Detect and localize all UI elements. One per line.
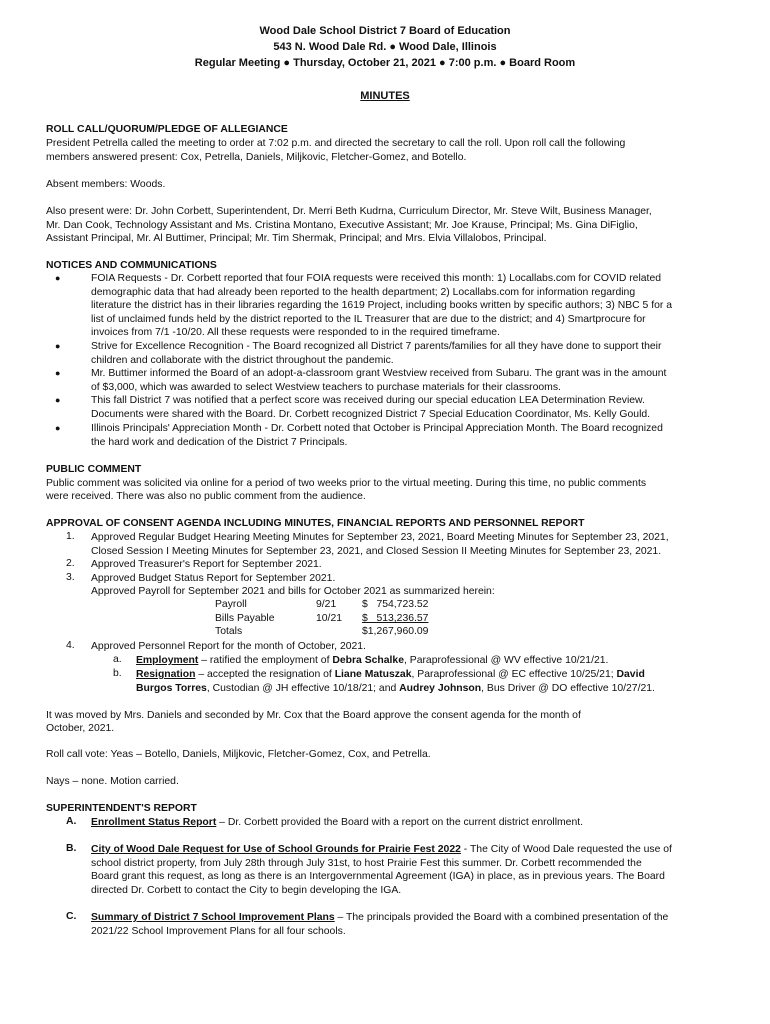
consent-item: Approved Regular Budget Hearing Meeting Minutes for September 23, 2021, Board Meeting Minutes for September 23, 2021, Closed Session I Meeting Minutes for September 23, 2021, and Closed Session II Meeting Minutes for September 23, 2021. xyxy=(91,532,669,557)
motion-line: It was moved by Mrs. Daniels and seconded by Mr. Cox that the Board approve the consent agenda for the month of xyxy=(46,710,581,721)
also-present-line: Mr. Dan Cook, Technology Assistant and Ms. Cristina Montano, Executive Assistant; Mr. Joe Krause, Principal; Ms. Gina DiFiglio, xyxy=(46,220,638,231)
bullet: ● xyxy=(55,368,61,378)
district-address: 543 N. Wood Dale Rd. ● Wood Dale, Illinois xyxy=(273,41,497,53)
roll-call-heading: ROLL CALL/QUORUM/PLEDGE OF ALLEGIANCE xyxy=(46,124,288,135)
report-item: Enrollment Status Report – Dr. Corbett provided the Board with a report on the current district enrollment. xyxy=(91,817,584,828)
consent-item: Approved Personnel Report for the month of October, 2021. xyxy=(91,641,366,652)
report-item: Summary of District 7 School Improvement Plans – The principals provided the Board with a combined presentation of the 2021/22 School Improvement Plans for all four schools. xyxy=(91,912,669,937)
consent-item: Approved Treasurer's Report for September 2021. xyxy=(91,559,322,570)
payroll-intro: Approved Payroll for September 2021 and bills for October 2021 as summarized herein: xyxy=(91,586,495,597)
list-letter: b. xyxy=(113,668,122,679)
list-letter: B. xyxy=(66,843,77,854)
report-item: City of Wood Dale Request for Use of School Grounds for Prairie Fest 2022 - The City of Wood Dale requested the use of school district property, from July 28th through July 31st, to host Prairie Fest this summer. Dr. Corbett recommended the Board grant this request, as long as there is an Intergovernmental Agreement (IGA) in place, as in previous years. The Board directed Dr. Corbett to contact the City to begin developing the IGA. xyxy=(91,844,672,896)
bullet: ● xyxy=(55,341,61,351)
bullet: ● xyxy=(55,423,61,433)
totals-label: Totals xyxy=(215,626,243,637)
also-present-line: Assistant Principal, Mr. Al Buttimer, Principal; Mr. Tim Shermak, Principal; and Mrs. Elvia Villalobos, Principal. xyxy=(46,233,547,244)
minutes-title: MINUTES xyxy=(360,90,410,102)
list-number: 1. xyxy=(66,531,75,542)
roll-call-line: President Petrella called the meeting to order at 7:02 p.m. and directed the secretary to call the roll. Upon roll call the following xyxy=(46,138,626,149)
roll-call-vote: Roll call vote: Yeas – Botello, Daniels, Miljkovic, Fletcher-Gomez, Cox, and Petrella. xyxy=(46,749,431,760)
bills-label: Bills Payable xyxy=(215,613,275,624)
motion-line: October, 2021. xyxy=(46,723,115,734)
also-present-line: Also present were: Dr. John Corbett, Superintendent, Dr. Merri Beth Kudrna, Curriculum Director, Mr. Steve Wilt, Business Manager, xyxy=(46,206,652,217)
bills-period: 10/21 xyxy=(316,613,343,624)
notice-item: This fall District 7 was notified that a perfect score was received during our special education LEA Determination Review. Documents were shared with the Board. Dr. Corbett recognized District 7 Special Education Coordinator, Ms. Kelly Gould. xyxy=(91,395,651,420)
bullet: ● xyxy=(55,395,61,405)
district-name: Wood Dale School District 7 Board of Education xyxy=(259,25,511,37)
bills-amount: $ 513,236.57 xyxy=(362,613,429,624)
payroll-amount: $ 754,723.52 xyxy=(362,599,429,610)
consent-item: Approved Budget Status Report for September 2021. xyxy=(91,573,336,584)
bullet: ● xyxy=(55,273,61,283)
notice-item: FOIA Requests - Dr. Corbett reported that four FOIA requests were received this month: 1) Locallabs.com for COVID related demographic data that had already been reported to the health department; 2) Locallabs.com for information regarding literature the district has in their libraries regarding the 1619 Project, including books written by specific authors; 3) NBC 5 for a list of unclaimed funds held by the district reported to the IL Treasurer that are due to the district; and 4) Smartprocure for invoices from 7/1 -10/20. All these requests were responded to in the required timeframe. xyxy=(91,273,673,339)
public-comment-line: Public comment was solicited via online for a period of two weeks prior to the virtual meeting. During this time, no public comments xyxy=(46,478,647,489)
consent-heading: APPROVAL OF CONSENT AGENDA INCLUDING MINUTES, FINANCIAL REPORTS AND PERSONNEL REPORT xyxy=(46,518,585,529)
notice-item: Mr. Buttimer informed the Board of an adopt-a-classroom grant Westview received from Subaru. The grant was in the amount of $3,000, which was awarded to select Westview teachers to purchase materials for their classrooms. xyxy=(91,368,667,393)
payroll-label: Payroll xyxy=(215,599,247,610)
list-number: 4. xyxy=(66,640,75,651)
list-number: 2. xyxy=(66,558,75,569)
list-letter: C. xyxy=(66,911,77,922)
notice-item: Strive for Excellence Recognition - The Board recognized all District 7 parents/families for all they have done to support their children and collaborate with the district throughout the pandemic. xyxy=(91,341,662,366)
personnel-employment: Employment – ratified the employment of Debra Schalke, Paraprofessional @ WV effective 10/21/21. xyxy=(136,655,609,666)
notices-heading: NOTICES AND COMMUNICATIONS xyxy=(46,260,217,271)
superintendent-heading: SUPERINTENDENT'S REPORT xyxy=(46,803,197,814)
list-letter: A. xyxy=(66,816,77,827)
absent-members: Absent members: Woods. xyxy=(46,179,166,190)
list-letter: a. xyxy=(113,654,122,665)
roll-call-line: members answered present: Cox, Petrella, Daniels, Miljkovic, Fletcher-Gomez, and Botello. xyxy=(46,152,467,163)
notice-item: Illinois Principals' Appreciation Month - Dr. Corbett noted that October is Principal Appreciation Month. The Board recognized the hard work and dedication of the District 7 Principals. xyxy=(91,423,663,448)
public-comment-line: were received. There was also no public comment from the audience. xyxy=(46,491,366,502)
public-comment-heading: PUBLIC COMMENT xyxy=(46,464,142,475)
payroll-period: 9/21 xyxy=(316,599,337,610)
totals-amount: $1,267,960.09 xyxy=(362,626,429,637)
personnel-resignation: Resignation – accepted the resignation of Liane Matuszak, Paraprofessional @ EC effective 10/25/21; David Burgos Torres, Custodian @ JH effective 10/18/21; and Audrey Johnson, Bus Driver @ DO effective 10/27/21. xyxy=(136,669,655,694)
list-number: 3. xyxy=(66,572,75,583)
meeting-info: Regular Meeting ● Thursday, October 21, 2021 ● 7:00 p.m. ● Board Room xyxy=(194,57,576,69)
nays-line: Nays – none. Motion carried. xyxy=(46,776,179,787)
